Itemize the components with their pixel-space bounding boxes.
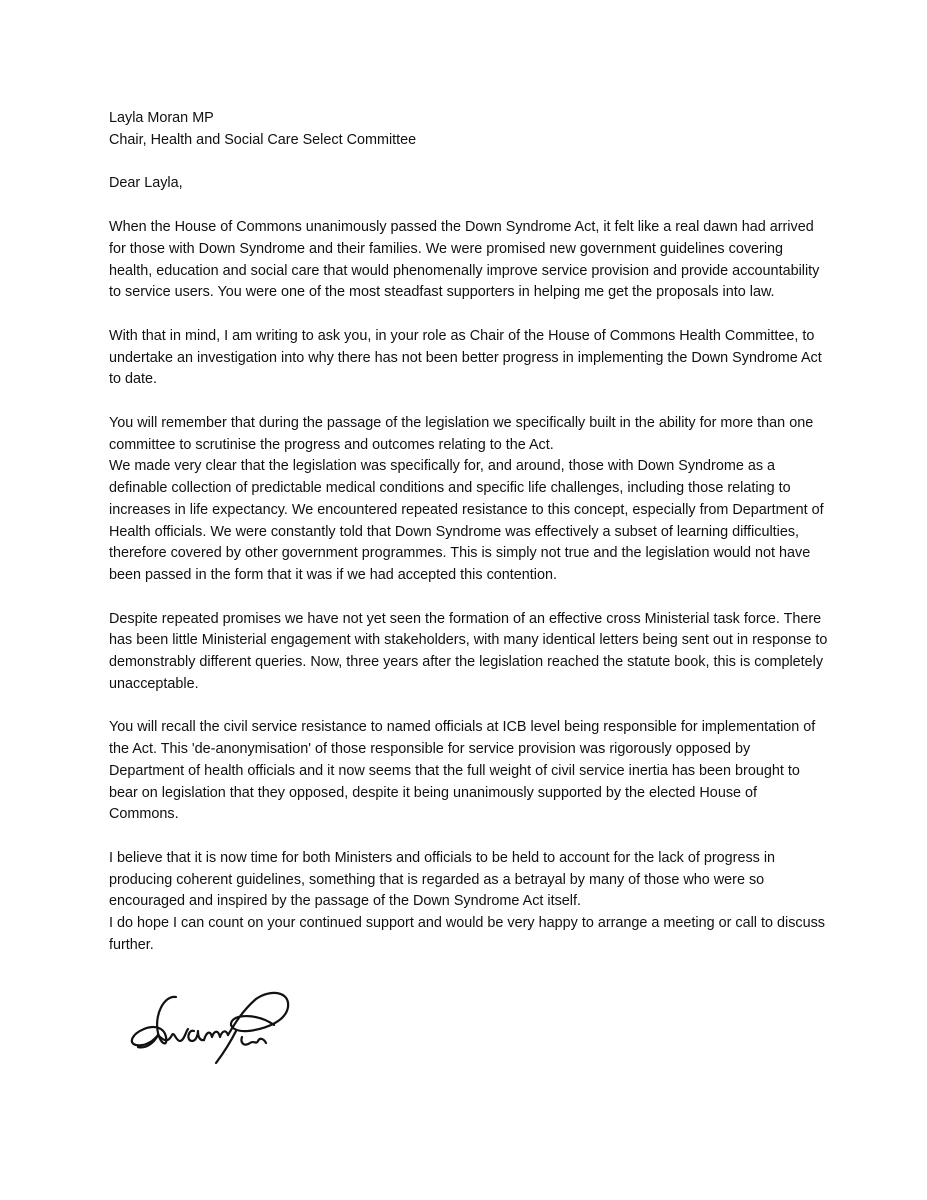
paragraph-7: I believe that it is now time for both Ministers and officials to be held to account for the lack of progress in producing coherent guidelines, something that is regarded as a betrayal by many of those who were so encouraged and inspired by the passage of the Down Syndrome Act itself. xyxy=(109,849,776,910)
salutation: Dear Layla, xyxy=(109,175,183,192)
letter-body xyxy=(109,108,829,957)
recipient-title: Chair, Health and Social Care Select Committee xyxy=(109,131,417,148)
paragraph-6: You will recall the civil service resistance to named officials at ICB level being responsible for implementation of the Act. This 'de-anonymisation' of those responsible for service provision was rigorously opposed by Department of health officials and it now seems that the full weight of civil service inertia has been brought to bear on legislation that they opposed, despite it being unanimously supported by the elected House of Commons. xyxy=(109,719,816,823)
signature-icon xyxy=(124,985,304,1075)
paragraph-8: I do hope I can count on your continued support and would be very happy to arrange a meeting or call to discuss further. xyxy=(109,915,825,953)
paragraph-5: Despite repeated promises we have not yet seen the formation of an effective cross Ministerial task force. There has been little Ministerial engagement with stakeholders, with many identical letters being sent out in response to demonstrably different queries. Now, three years after the legislation reached the statute book, this is completely unacceptable. xyxy=(109,610,828,692)
recipient-block xyxy=(109,108,829,151)
paragraph-4: We made very clear that the legislation was specifically for, and around, those with Down Syndrome as a definable collection of predictable medical conditions and specific life challenges, including those relating to increases in life expectancy. We encountered repeated resistance to this concept, especially from Department of Health officials. We were constantly told that Down Syndrome was effectively a subset of learning difficulties, therefore covered by other government programmes. This is simply not true and the legislation would not have been passed in the form that it was if we had accepted this contention. xyxy=(109,458,824,583)
paragraph-1: When the House of Commons unanimously passed the Down Syndrome Act, it felt like a real dawn had arrived for those with Down Syndrome and their families. We were promised new government guidelines covering health, education and social care that would phenomenally improve service provision and provide accountability to service users. You were one of the most steadfast supporters in helping me get the proposals into law. xyxy=(109,219,820,301)
recipient-name: Layla Moran MP xyxy=(109,110,214,126)
paragraph-3: You will remember that during the passage of the legislation we specifically built in the ability for more than one committee to scrutinise the progress and outcomes relating to the Act. xyxy=(109,415,814,453)
paragraph-2: With that in mind, I am writing to ask you, in your role as Chair of the House of Commons Health Committee, to undertake an investigation into why there has not been better progress in implementing the Down Syndrome Act to date. xyxy=(109,327,822,388)
